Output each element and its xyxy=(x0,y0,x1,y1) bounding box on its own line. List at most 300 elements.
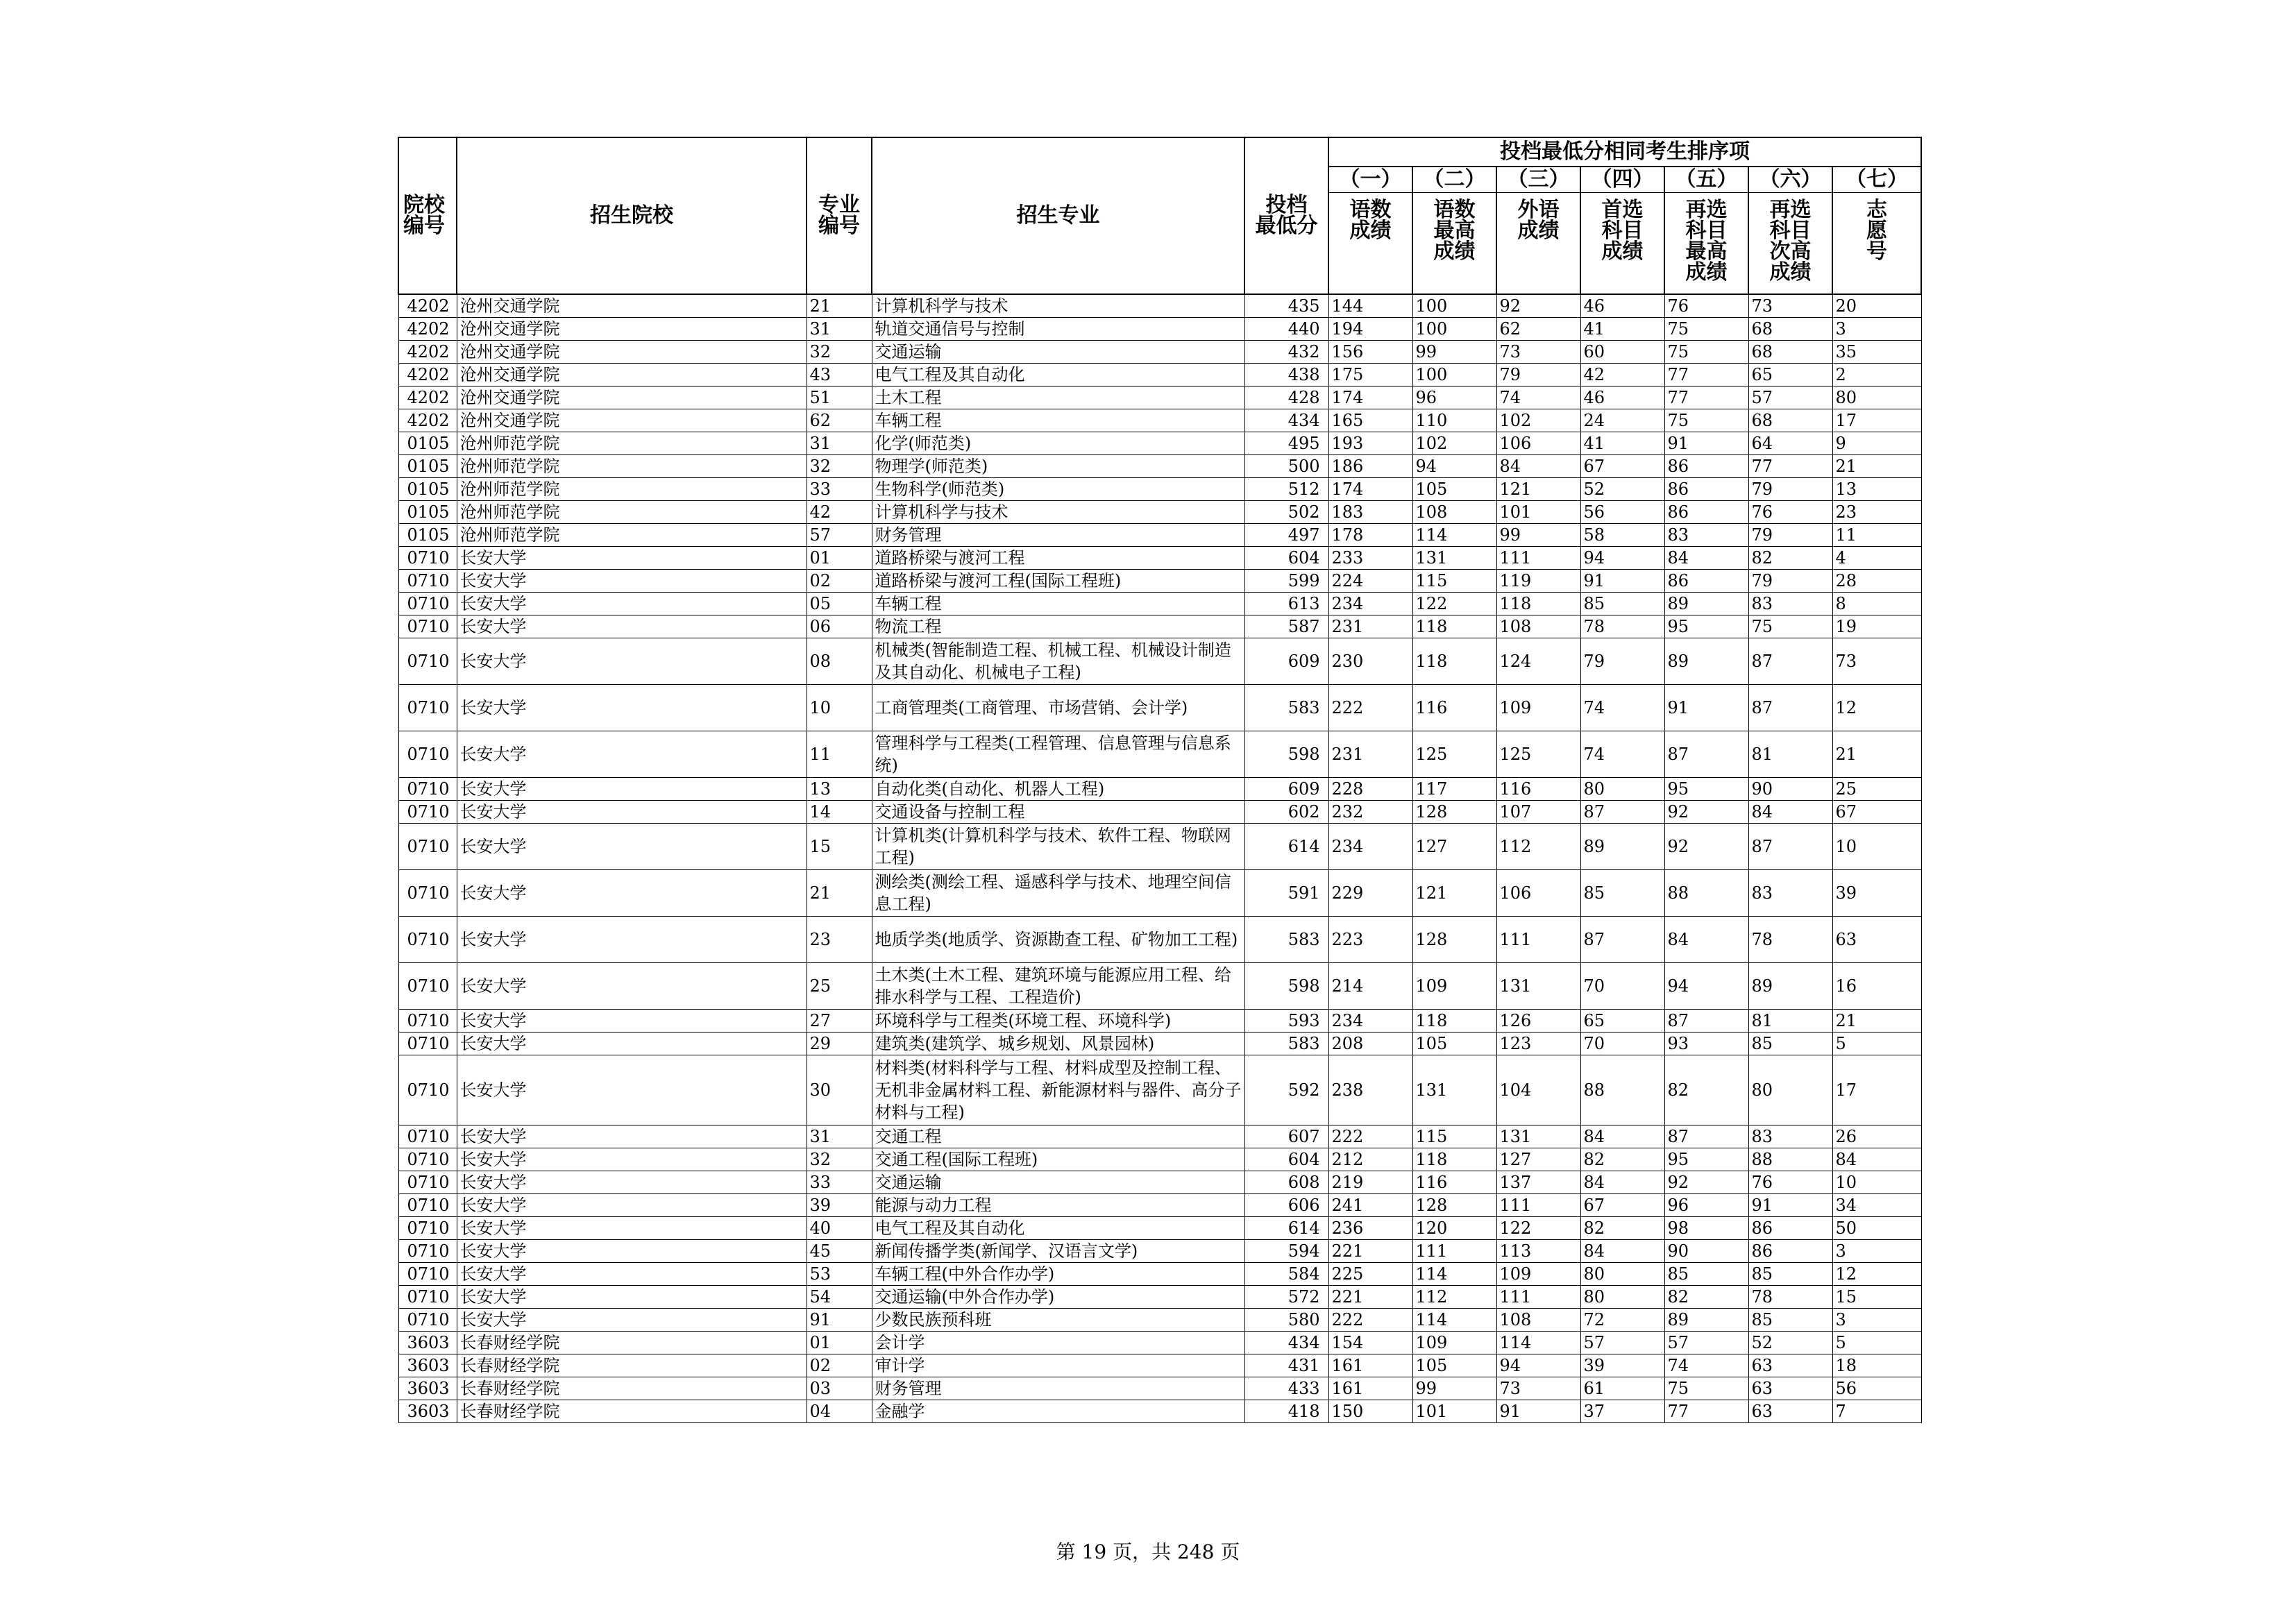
min-score-cell: 604 xyxy=(1244,547,1328,570)
first-subject-score-cell: 46 xyxy=(1580,294,1664,318)
second-subject-next-cell: 83 xyxy=(1748,870,1832,917)
chinese-math-max-cell: 99 xyxy=(1412,341,1496,364)
chinese-math-max-cell: 111 xyxy=(1412,1240,1496,1263)
second-subject-next-cell: 85 xyxy=(1748,1033,1832,1055)
header-school-code: 院校 编号 xyxy=(398,137,457,294)
preference-number-cell: 10 xyxy=(1832,1171,1921,1194)
preference-number-cell: 39 xyxy=(1832,870,1921,917)
school-code-cell: 4202 xyxy=(398,341,457,364)
school-code-cell: 4202 xyxy=(398,386,457,409)
second-subject-next-cell: 75 xyxy=(1748,615,1832,638)
second-subject-max-cell: 92 xyxy=(1664,1171,1748,1194)
second-subject-max-cell: 89 xyxy=(1664,593,1748,615)
chinese-math-max-cell: 128 xyxy=(1412,801,1496,824)
second-subject-max-cell: 87 xyxy=(1664,1125,1748,1148)
chinese-math-score-cell: 154 xyxy=(1328,1332,1412,1354)
school-code-cell: 0710 xyxy=(398,685,457,731)
second-subject-next-cell: 88 xyxy=(1748,1148,1832,1171)
school-name-cell: 长安大学 xyxy=(457,615,807,638)
school-name-cell: 长安大学 xyxy=(457,638,807,685)
second-subject-max-cell: 90 xyxy=(1664,1240,1748,1263)
table-row xyxy=(398,570,1921,593)
preference-number-cell: 7 xyxy=(1832,1400,1921,1423)
table-row xyxy=(398,801,1921,824)
chinese-math-score-cell: 161 xyxy=(1328,1354,1412,1377)
table-row xyxy=(398,1148,1921,1171)
chinese-math-max-cell: 118 xyxy=(1412,1010,1496,1033)
min-score-cell: 431 xyxy=(1244,1354,1328,1377)
header-major: 招生专业 xyxy=(872,137,1244,294)
chinese-math-score-cell: 234 xyxy=(1328,824,1412,870)
school-code-cell: 0710 xyxy=(398,824,457,870)
major-code-cell: 57 xyxy=(807,524,872,547)
min-score-cell: 599 xyxy=(1244,570,1328,593)
table-row xyxy=(398,1171,1921,1194)
min-score-cell: 502 xyxy=(1244,501,1328,524)
foreign-language-score-cell: 119 xyxy=(1496,570,1580,593)
min-score-cell: 435 xyxy=(1244,294,1328,318)
table-row xyxy=(398,870,1921,917)
school-code-cell: 0710 xyxy=(398,1010,457,1033)
school-code-cell: 0105 xyxy=(398,501,457,524)
second-subject-max-cell: 83 xyxy=(1664,524,1748,547)
chinese-math-score-cell: 236 xyxy=(1328,1217,1412,1240)
major-name-cell: 审计学 xyxy=(872,1354,1244,1377)
major-code-cell: 45 xyxy=(807,1240,872,1263)
major-name-cell: 轨道交通信号与控制 xyxy=(872,318,1244,341)
major-name-cell: 会计学 xyxy=(872,1332,1244,1354)
preference-number-cell: 8 xyxy=(1832,593,1921,615)
min-score-cell: 434 xyxy=(1244,409,1328,432)
preference-number-cell: 10 xyxy=(1832,824,1921,870)
foreign-language-score-cell: 124 xyxy=(1496,638,1580,685)
header-sort-label-2: 语数 最高 成绩 xyxy=(1412,193,1496,295)
first-subject-score-cell: 70 xyxy=(1580,1033,1664,1055)
preference-number-cell: 67 xyxy=(1832,801,1921,824)
table-row xyxy=(398,615,1921,638)
school-name-cell: 长安大学 xyxy=(457,685,807,731)
second-subject-max-cell: 75 xyxy=(1664,318,1748,341)
header-sort-num-2: （二） xyxy=(1412,167,1496,193)
chinese-math-score-cell: 229 xyxy=(1328,870,1412,917)
header-sort-num-6: （六） xyxy=(1748,167,1832,193)
chinese-math-score-cell: 232 xyxy=(1328,801,1412,824)
min-score-cell: 591 xyxy=(1244,870,1328,917)
chinese-math-score-cell: 219 xyxy=(1328,1171,1412,1194)
first-subject-score-cell: 94 xyxy=(1580,547,1664,570)
first-subject-score-cell: 67 xyxy=(1580,1194,1664,1217)
school-code-cell: 0710 xyxy=(398,778,457,801)
school-code-cell: 0710 xyxy=(398,870,457,917)
school-name-cell: 长安大学 xyxy=(457,1286,807,1309)
preference-number-cell: 23 xyxy=(1832,501,1921,524)
foreign-language-score-cell: 91 xyxy=(1496,1400,1580,1423)
major-code-cell: 30 xyxy=(807,1055,872,1125)
school-name-cell: 长安大学 xyxy=(457,1125,807,1148)
second-subject-next-cell: 79 xyxy=(1748,478,1832,501)
second-subject-max-cell: 95 xyxy=(1664,1148,1748,1171)
foreign-language-score-cell: 137 xyxy=(1496,1171,1580,1194)
chinese-math-score-cell: 228 xyxy=(1328,778,1412,801)
second-subject-next-cell: 82 xyxy=(1748,547,1832,570)
header-sort-num-1: （一） xyxy=(1328,167,1412,193)
chinese-math-max-cell: 125 xyxy=(1412,731,1496,778)
school-code-cell: 0710 xyxy=(398,1263,457,1286)
header-min-score: 投档 最低分 xyxy=(1244,137,1328,294)
table-row xyxy=(398,478,1921,501)
major-code-cell: 32 xyxy=(807,455,872,478)
second-subject-next-cell: 63 xyxy=(1748,1377,1832,1400)
table-row xyxy=(398,1286,1921,1309)
min-score-cell: 432 xyxy=(1244,341,1328,364)
school-name-cell: 长安大学 xyxy=(457,1309,807,1332)
major-name-cell: 自动化类(自动化、机器人工程) xyxy=(872,778,1244,801)
header-sort-label-4: 首选 科目 成绩 xyxy=(1580,193,1664,295)
major-code-cell: 32 xyxy=(807,1148,872,1171)
chinese-math-max-cell: 109 xyxy=(1412,963,1496,1010)
second-subject-next-cell: 64 xyxy=(1748,432,1832,455)
major-code-cell: 33 xyxy=(807,478,872,501)
table-row xyxy=(398,1400,1921,1423)
table-row xyxy=(398,731,1921,778)
school-code-cell: 4202 xyxy=(398,364,457,386)
preference-number-cell: 3 xyxy=(1832,1309,1921,1332)
table-row xyxy=(398,1263,1921,1286)
major-code-cell: 06 xyxy=(807,615,872,638)
major-code-cell: 11 xyxy=(807,731,872,778)
table-row xyxy=(398,341,1921,364)
major-name-cell: 车辆工程 xyxy=(872,409,1244,432)
min-score-cell: 572 xyxy=(1244,1286,1328,1309)
chinese-math-max-cell: 114 xyxy=(1412,1263,1496,1286)
major-name-cell: 物流工程 xyxy=(872,615,1244,638)
table-row xyxy=(398,524,1921,547)
preference-number-cell: 12 xyxy=(1832,685,1921,731)
major-code-cell: 21 xyxy=(807,870,872,917)
major-code-cell: 40 xyxy=(807,1217,872,1240)
header-major-code: 专业 编号 xyxy=(807,137,872,294)
school-name-cell: 沧州交通学院 xyxy=(457,409,807,432)
major-name-cell: 能源与动力工程 xyxy=(872,1194,1244,1217)
first-subject-score-cell: 41 xyxy=(1580,318,1664,341)
major-name-cell: 少数民族预科班 xyxy=(872,1309,1244,1332)
chinese-math-max-cell: 100 xyxy=(1412,294,1496,318)
major-name-cell: 财务管理 xyxy=(872,1377,1244,1400)
first-subject-score-cell: 24 xyxy=(1580,409,1664,432)
school-code-cell: 0710 xyxy=(398,1171,457,1194)
preference-number-cell: 13 xyxy=(1832,478,1921,501)
major-name-cell: 交通设备与控制工程 xyxy=(872,801,1244,824)
chinese-math-max-cell: 101 xyxy=(1412,1400,1496,1423)
major-code-cell: 23 xyxy=(807,917,872,963)
major-code-cell: 03 xyxy=(807,1377,872,1400)
table-row xyxy=(398,1010,1921,1033)
foreign-language-score-cell: 106 xyxy=(1496,870,1580,917)
school-code-cell: 4202 xyxy=(398,318,457,341)
preference-number-cell: 5 xyxy=(1832,1033,1921,1055)
chinese-math-score-cell: 174 xyxy=(1328,386,1412,409)
major-code-cell: 33 xyxy=(807,1171,872,1194)
school-code-cell: 0710 xyxy=(398,1217,457,1240)
major-code-cell: 31 xyxy=(807,318,872,341)
preference-number-cell: 21 xyxy=(1832,731,1921,778)
second-subject-max-cell: 86 xyxy=(1664,570,1748,593)
chinese-math-max-cell: 128 xyxy=(1412,917,1496,963)
preference-number-cell: 15 xyxy=(1832,1286,1921,1309)
first-subject-score-cell: 79 xyxy=(1580,638,1664,685)
min-score-cell: 418 xyxy=(1244,1400,1328,1423)
foreign-language-score-cell: 131 xyxy=(1496,1125,1580,1148)
major-code-cell: 01 xyxy=(807,547,872,570)
school-name-cell: 长安大学 xyxy=(457,824,807,870)
foreign-language-score-cell: 106 xyxy=(1496,432,1580,455)
major-name-cell: 工商管理类(工商管理、市场营销、会计学) xyxy=(872,685,1244,731)
header-sort-num-7: （七） xyxy=(1832,167,1921,193)
chinese-math-score-cell: 186 xyxy=(1328,455,1412,478)
first-subject-score-cell: 87 xyxy=(1580,917,1664,963)
second-subject-next-cell: 85 xyxy=(1748,1263,1832,1286)
min-score-cell: 592 xyxy=(1244,1055,1328,1125)
school-name-cell: 长安大学 xyxy=(457,731,807,778)
first-subject-score-cell: 60 xyxy=(1580,341,1664,364)
foreign-language-score-cell: 92 xyxy=(1496,294,1580,318)
first-subject-score-cell: 70 xyxy=(1580,963,1664,1010)
chinese-math-score-cell: 238 xyxy=(1328,1055,1412,1125)
table-row xyxy=(398,1377,1921,1400)
school-code-cell: 0710 xyxy=(398,1055,457,1125)
chinese-math-score-cell: 144 xyxy=(1328,294,1412,318)
school-code-cell: 3603 xyxy=(398,1377,457,1400)
table-row xyxy=(398,501,1921,524)
school-name-cell: 沧州交通学院 xyxy=(457,364,807,386)
foreign-language-score-cell: 118 xyxy=(1496,593,1580,615)
second-subject-max-cell: 75 xyxy=(1664,341,1748,364)
second-subject-next-cell: 81 xyxy=(1748,1010,1832,1033)
min-score-cell: 512 xyxy=(1244,478,1328,501)
preference-number-cell: 21 xyxy=(1832,1010,1921,1033)
major-code-cell: 21 xyxy=(807,294,872,318)
school-code-cell: 0105 xyxy=(398,432,457,455)
preference-number-cell: 9 xyxy=(1832,432,1921,455)
header-sort-num-4: （四） xyxy=(1580,167,1664,193)
second-subject-max-cell: 74 xyxy=(1664,1354,1748,1377)
second-subject-next-cell: 80 xyxy=(1748,1055,1832,1125)
major-code-cell: 62 xyxy=(807,409,872,432)
chinese-math-max-cell: 115 xyxy=(1412,570,1496,593)
school-name-cell: 长春财经学院 xyxy=(457,1400,807,1423)
first-subject-score-cell: 39 xyxy=(1580,1354,1664,1377)
first-subject-score-cell: 42 xyxy=(1580,364,1664,386)
chinese-math-max-cell: 114 xyxy=(1412,524,1496,547)
school-name-cell: 长安大学 xyxy=(457,1194,807,1217)
min-score-cell: 428 xyxy=(1244,386,1328,409)
chinese-math-score-cell: 194 xyxy=(1328,318,1412,341)
school-name-cell: 长安大学 xyxy=(457,1240,807,1263)
table-row xyxy=(398,318,1921,341)
major-name-cell: 电气工程及其自动化 xyxy=(872,1217,1244,1240)
min-score-cell: 580 xyxy=(1244,1309,1328,1332)
major-name-cell: 财务管理 xyxy=(872,524,1244,547)
preference-number-cell: 2 xyxy=(1832,364,1921,386)
min-score-cell: 440 xyxy=(1244,318,1328,341)
preference-number-cell: 25 xyxy=(1832,778,1921,801)
foreign-language-score-cell: 94 xyxy=(1496,1354,1580,1377)
table-row xyxy=(398,638,1921,685)
school-code-cell: 3603 xyxy=(398,1400,457,1423)
table-row xyxy=(398,386,1921,409)
school-name-cell: 长安大学 xyxy=(457,963,807,1010)
second-subject-next-cell: 86 xyxy=(1748,1240,1832,1263)
school-name-cell: 沧州师范学院 xyxy=(457,432,807,455)
chinese-math-max-cell: 118 xyxy=(1412,615,1496,638)
first-subject-score-cell: 72 xyxy=(1580,1309,1664,1332)
school-code-cell: 0710 xyxy=(398,615,457,638)
chinese-math-score-cell: 161 xyxy=(1328,1377,1412,1400)
first-subject-score-cell: 91 xyxy=(1580,570,1664,593)
second-subject-next-cell: 83 xyxy=(1748,1125,1832,1148)
chinese-math-max-cell: 127 xyxy=(1412,824,1496,870)
preference-number-cell: 35 xyxy=(1832,341,1921,364)
second-subject-max-cell: 75 xyxy=(1664,409,1748,432)
school-name-cell: 沧州交通学院 xyxy=(457,294,807,318)
foreign-language-score-cell: 127 xyxy=(1496,1148,1580,1171)
major-code-cell: 32 xyxy=(807,341,872,364)
chinese-math-max-cell: 115 xyxy=(1412,1125,1496,1148)
foreign-language-score-cell: 113 xyxy=(1496,1240,1580,1263)
table-row xyxy=(398,917,1921,963)
second-subject-next-cell: 76 xyxy=(1748,501,1832,524)
school-name-cell: 长安大学 xyxy=(457,1217,807,1240)
major-name-cell: 计算机类(计算机科学与技术、软件工程、物联网工程) xyxy=(872,824,1244,870)
major-name-cell: 新闻传播学类(新闻学、汉语言文学) xyxy=(872,1240,1244,1263)
school-name-cell: 长春财经学院 xyxy=(457,1354,807,1377)
foreign-language-score-cell: 111 xyxy=(1496,917,1580,963)
preference-number-cell: 73 xyxy=(1832,638,1921,685)
second-subject-max-cell: 89 xyxy=(1664,1309,1748,1332)
school-name-cell: 长春财经学院 xyxy=(457,1332,807,1354)
second-subject-max-cell: 82 xyxy=(1664,1286,1748,1309)
chinese-math-max-cell: 118 xyxy=(1412,638,1496,685)
major-code-cell: 01 xyxy=(807,1332,872,1354)
school-name-cell: 长安大学 xyxy=(457,1263,807,1286)
first-subject-score-cell: 61 xyxy=(1580,1377,1664,1400)
second-subject-max-cell: 82 xyxy=(1664,1055,1748,1125)
first-subject-score-cell: 89 xyxy=(1580,824,1664,870)
major-name-cell: 土木工程 xyxy=(872,386,1244,409)
min-score-cell: 606 xyxy=(1244,1194,1328,1217)
second-subject-next-cell: 78 xyxy=(1748,1286,1832,1309)
chinese-math-max-cell: 116 xyxy=(1412,685,1496,731)
first-subject-score-cell: 84 xyxy=(1580,1171,1664,1194)
school-name-cell: 长安大学 xyxy=(457,870,807,917)
chinese-math-score-cell: 241 xyxy=(1328,1194,1412,1217)
preference-number-cell: 50 xyxy=(1832,1217,1921,1240)
foreign-language-score-cell: 122 xyxy=(1496,1217,1580,1240)
foreign-language-score-cell: 131 xyxy=(1496,963,1580,1010)
table-row xyxy=(398,294,1921,318)
major-name-cell: 材料类(材料科学与工程、材料成型及控制工程、无机非金属材料工程、新能源材料与器件、高分子材料与工程) xyxy=(872,1055,1244,1125)
min-score-cell: 593 xyxy=(1244,1010,1328,1033)
preference-number-cell: 12 xyxy=(1832,1263,1921,1286)
preference-number-cell: 5 xyxy=(1832,1332,1921,1354)
major-code-cell: 05 xyxy=(807,593,872,615)
second-subject-max-cell: 85 xyxy=(1664,1263,1748,1286)
table-row xyxy=(398,1194,1921,1217)
major-name-cell: 生物科学(师范类) xyxy=(872,478,1244,501)
chinese-math-max-cell: 116 xyxy=(1412,1171,1496,1194)
school-code-cell: 0105 xyxy=(398,455,457,478)
school-code-cell: 0710 xyxy=(398,570,457,593)
preference-number-cell: 16 xyxy=(1832,963,1921,1010)
school-code-cell: 0710 xyxy=(398,638,457,685)
second-subject-next-cell: 68 xyxy=(1748,409,1832,432)
major-name-cell: 物理学(师范类) xyxy=(872,455,1244,478)
header-school: 招生院校 xyxy=(457,137,807,294)
major-name-cell: 土木类(土木工程、建筑环境与能源应用工程、给排水科学与工程、工程造价) xyxy=(872,963,1244,1010)
second-subject-next-cell: 91 xyxy=(1748,1194,1832,1217)
chinese-math-score-cell: 231 xyxy=(1328,615,1412,638)
school-name-cell: 长安大学 xyxy=(457,1148,807,1171)
header-sort-label-5: 再选 科目 最高 成绩 xyxy=(1664,193,1748,295)
table-row xyxy=(398,364,1921,386)
foreign-language-score-cell: 99 xyxy=(1496,524,1580,547)
major-code-cell: 02 xyxy=(807,1354,872,1377)
table-row xyxy=(398,1125,1921,1148)
header-sort-num-3: （三） xyxy=(1496,167,1580,193)
min-score-cell: 500 xyxy=(1244,455,1328,478)
first-subject-score-cell: 74 xyxy=(1580,731,1664,778)
second-subject-next-cell: 68 xyxy=(1748,341,1832,364)
min-score-cell: 584 xyxy=(1244,1263,1328,1286)
page-footer: 第 19 页，共 248 页 xyxy=(1056,1540,1240,1563)
header-sort-group-title: 投档最低分相同考生排序项 xyxy=(1328,137,1921,167)
preference-number-cell: 28 xyxy=(1832,570,1921,593)
preference-number-cell: 19 xyxy=(1832,615,1921,638)
table-row xyxy=(398,1055,1921,1125)
second-subject-max-cell: 88 xyxy=(1664,870,1748,917)
major-name-cell: 计算机科学与技术 xyxy=(872,501,1244,524)
school-code-cell: 0710 xyxy=(398,547,457,570)
second-subject-next-cell: 81 xyxy=(1748,731,1832,778)
second-subject-next-cell: 65 xyxy=(1748,364,1832,386)
major-name-cell: 交通运输 xyxy=(872,1171,1244,1194)
first-subject-score-cell: 65 xyxy=(1580,1010,1664,1033)
min-score-cell: 495 xyxy=(1244,432,1328,455)
chinese-math-max-cell: 94 xyxy=(1412,455,1496,478)
foreign-language-score-cell: 114 xyxy=(1496,1332,1580,1354)
preference-number-cell: 34 xyxy=(1832,1194,1921,1217)
chinese-math-max-cell: 120 xyxy=(1412,1217,1496,1240)
preference-number-cell: 3 xyxy=(1832,1240,1921,1263)
min-score-cell: 604 xyxy=(1244,1148,1328,1171)
school-name-cell: 长安大学 xyxy=(457,547,807,570)
school-name-cell: 沧州师范学院 xyxy=(457,501,807,524)
school-name-cell: 长安大学 xyxy=(457,1010,807,1033)
chinese-math-score-cell: 193 xyxy=(1328,432,1412,455)
school-code-cell: 0105 xyxy=(398,524,457,547)
table-row xyxy=(398,1354,1921,1377)
min-score-cell: 583 xyxy=(1244,1033,1328,1055)
first-subject-score-cell: 67 xyxy=(1580,455,1664,478)
school-name-cell: 长安大学 xyxy=(457,917,807,963)
header-sort-label-7: 志 愿 号 xyxy=(1832,193,1921,295)
school-code-cell: 0710 xyxy=(398,1125,457,1148)
chinese-math-max-cell: 108 xyxy=(1412,501,1496,524)
first-subject-score-cell: 57 xyxy=(1580,1332,1664,1354)
major-name-cell: 电气工程及其自动化 xyxy=(872,364,1244,386)
second-subject-next-cell: 77 xyxy=(1748,455,1832,478)
first-subject-score-cell: 85 xyxy=(1580,870,1664,917)
